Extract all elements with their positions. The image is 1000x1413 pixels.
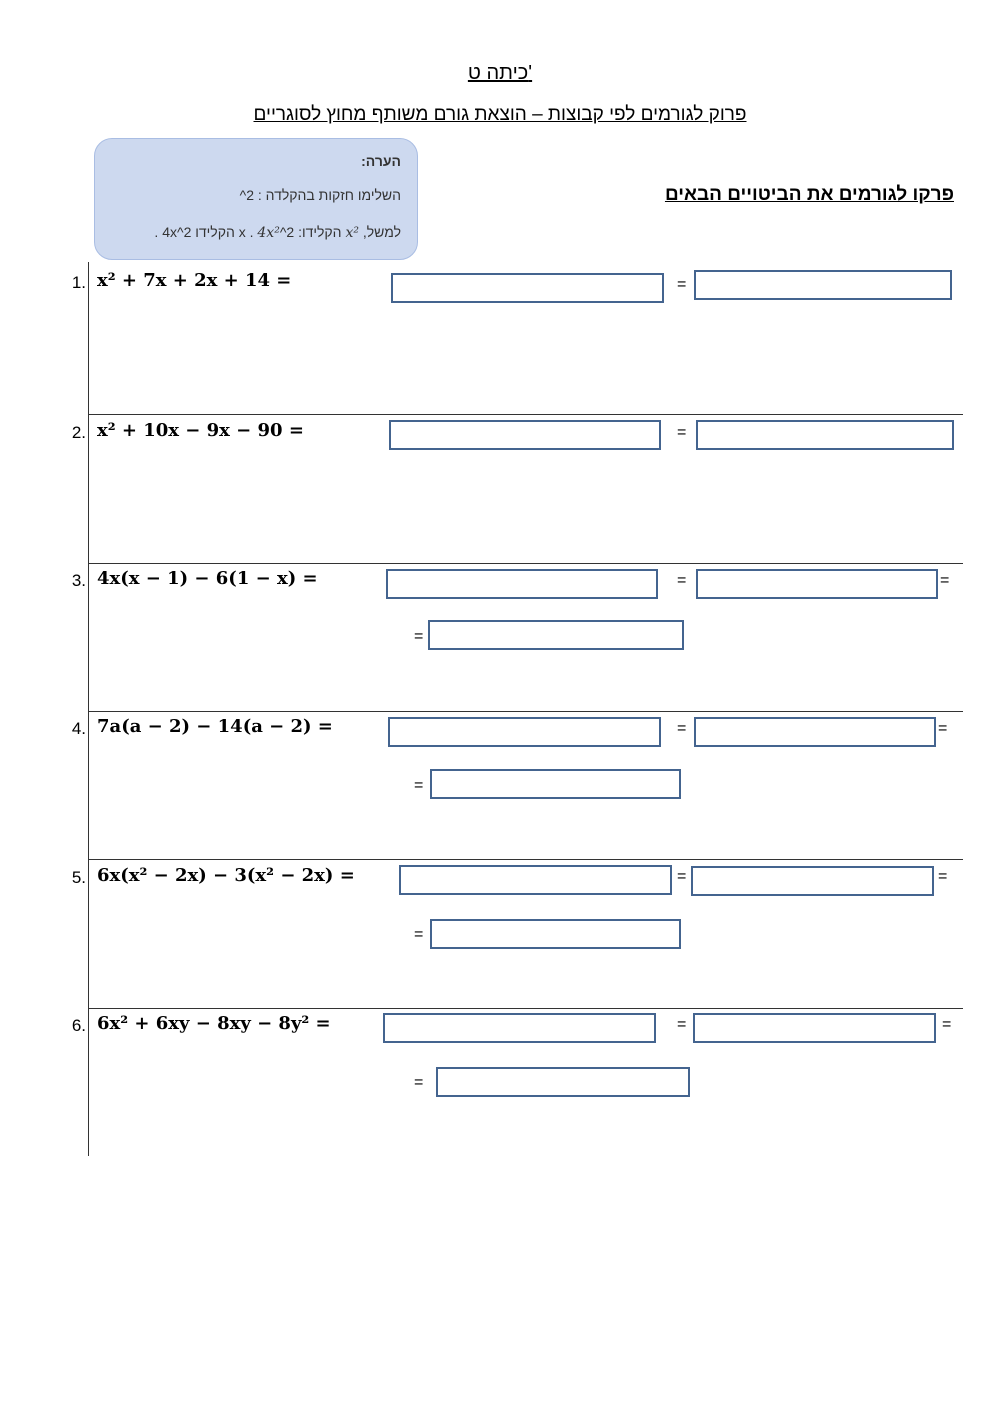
answer-input[interactable] (691, 866, 934, 896)
answer-input[interactable] (694, 717, 936, 747)
exercise-number: 5. (71, 868, 86, 887)
exercise-number: 6. (71, 1016, 86, 1035)
exercise-expression: 6x(x² − 2x) − 3(x² − 2x) = (97, 865, 355, 886)
row-divider (88, 711, 963, 712)
answer-input[interactable] (436, 1067, 690, 1097)
note-line-1: השלימו חזקות בהקלדה : 2^ (239, 187, 401, 203)
equals-sign: = (938, 868, 948, 885)
equals-sign: = (938, 720, 948, 737)
answer-input[interactable] (696, 420, 954, 450)
row-divider (88, 1008, 963, 1009)
equals-sign: = (414, 1074, 424, 1091)
row-divider (88, 859, 963, 860)
page-title: כיתה ט' (467, 62, 533, 84)
answer-input[interactable] (391, 273, 664, 303)
equals-sign: = (940, 572, 950, 589)
equals-sign: = (677, 572, 687, 589)
answer-input[interactable] (389, 420, 661, 450)
equals-sign: = (677, 720, 687, 737)
answer-input[interactable] (430, 769, 681, 799)
note-line-2: למשל, x² הקלידו: 2^x . 4x² הקלידו 2^4x . (154, 224, 401, 241)
answer-input[interactable] (386, 569, 658, 599)
answer-input[interactable] (694, 270, 952, 300)
exercise-expression: 4x(x − 1) − 6(1 − x) = (97, 568, 318, 589)
answer-input[interactable] (430, 919, 681, 949)
equals-sign: = (414, 926, 424, 943)
answer-input[interactable] (388, 717, 661, 747)
equals-sign: = (677, 424, 687, 441)
instruction-text: פרקו לגורמים את הביטויים הבאים (664, 184, 954, 205)
row-divider (88, 414, 963, 415)
exercise-number: 4. (71, 719, 86, 738)
equals-sign: = (677, 868, 687, 885)
exercise-number: 2. (71, 423, 86, 442)
exercise-expression: 6x² + 6xy − 8xy − 8y² = (97, 1013, 331, 1034)
equals-sign: = (942, 1016, 952, 1033)
margin-line (88, 262, 89, 1156)
equals-sign: = (414, 628, 424, 645)
note-heading: הערה: (361, 153, 401, 169)
answer-input[interactable] (428, 620, 684, 650)
note-box (94, 138, 418, 260)
row-divider (88, 563, 963, 564)
equals-sign: = (677, 1016, 687, 1033)
answer-input[interactable] (696, 569, 938, 599)
answer-input[interactable] (693, 1013, 936, 1043)
exercise-number: 1. (71, 273, 86, 292)
exercise-expression: x² + 10x − 9x − 90 = (97, 420, 304, 441)
worksheet-subtitle: פרוק לגורמים לפי קבוצות – הוצאת גורם משותף מחוץ לסוגריים (253, 104, 747, 125)
exercise-expression: x² + 7x + 2x + 14 = (97, 270, 292, 291)
exercise-expression: 7a(a − 2) − 14(a − 2) = (97, 716, 333, 737)
equals-sign: = (677, 276, 687, 293)
exercise-number: 3. (71, 571, 86, 590)
equals-sign: = (414, 777, 424, 794)
answer-input[interactable] (399, 865, 672, 895)
answer-input[interactable] (383, 1013, 656, 1043)
